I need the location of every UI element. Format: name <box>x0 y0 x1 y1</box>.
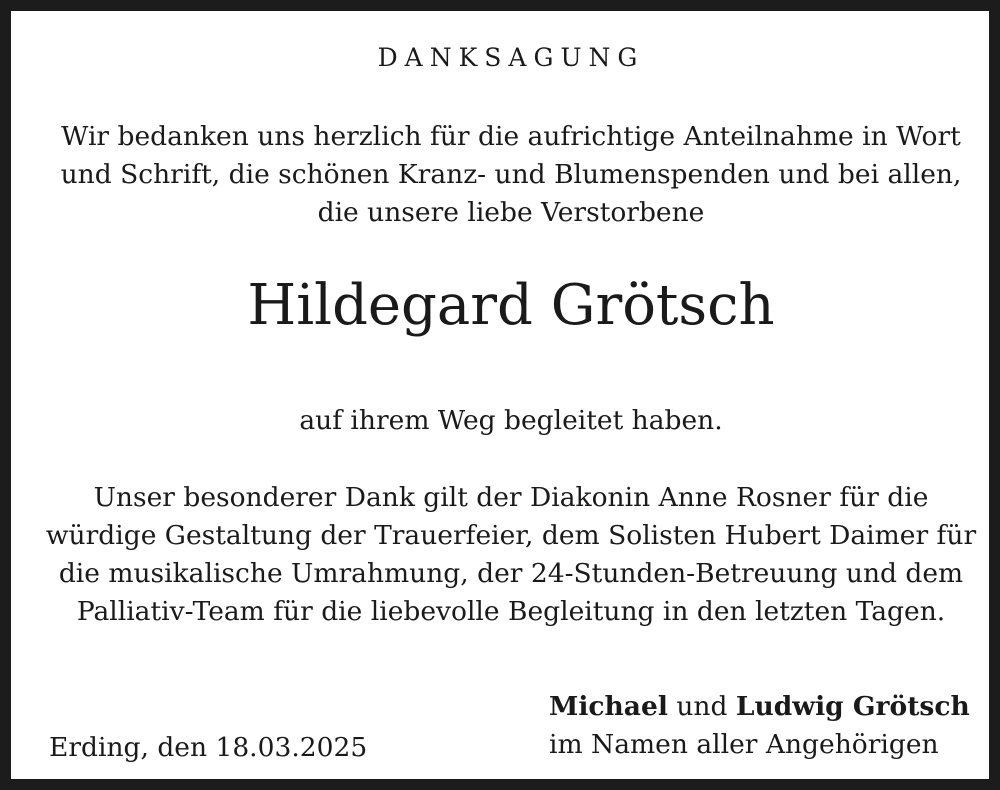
intro-line: und Schrift, die schönen Kranz- und Blumenspenden und bei allen, <box>60 159 962 190</box>
intro-line: die unsere liebe Verstorbene <box>317 197 705 228</box>
thanks-line: Palliativ-Team für die liebevolle Begleitung in den letzten Tagen. <box>76 596 946 627</box>
signature-block <box>549 688 970 764</box>
signature-conjunction: und <box>667 691 736 722</box>
thanks-line: Unser besonderer Dank gilt der Diakonin Anne Rosner für die <box>93 482 929 513</box>
thanks-line: die musikalische Umrahmung, der 24-Stunden-Betreuung und dem <box>58 558 964 589</box>
thanks-line: würdige Gestaltung der Trauerfeier, dem Solisten Hubert Daimer für <box>45 520 977 551</box>
signature-on-behalf: im Namen aller Angehörigen <box>549 729 939 760</box>
signature-name-first: Michael <box>549 691 668 722</box>
place-date: Erding, den 18.03.2025 <box>49 732 368 763</box>
signature-name-second: Ludwig Grötsch <box>735 691 970 722</box>
after-name-line: auf ihrem Weg begleitet haben. <box>299 405 723 436</box>
notice-heading: DANKSAGUNG <box>377 43 645 72</box>
intro-line: Wir bedanken uns herzlich für die aufrichtige Anteilnahme in Wort <box>61 121 961 152</box>
thanks-paragraph <box>11 479 1000 631</box>
deceased-name: Hildegard Grötsch <box>247 273 775 338</box>
intro-paragraph <box>11 118 1000 232</box>
signature-names <box>549 688 970 726</box>
